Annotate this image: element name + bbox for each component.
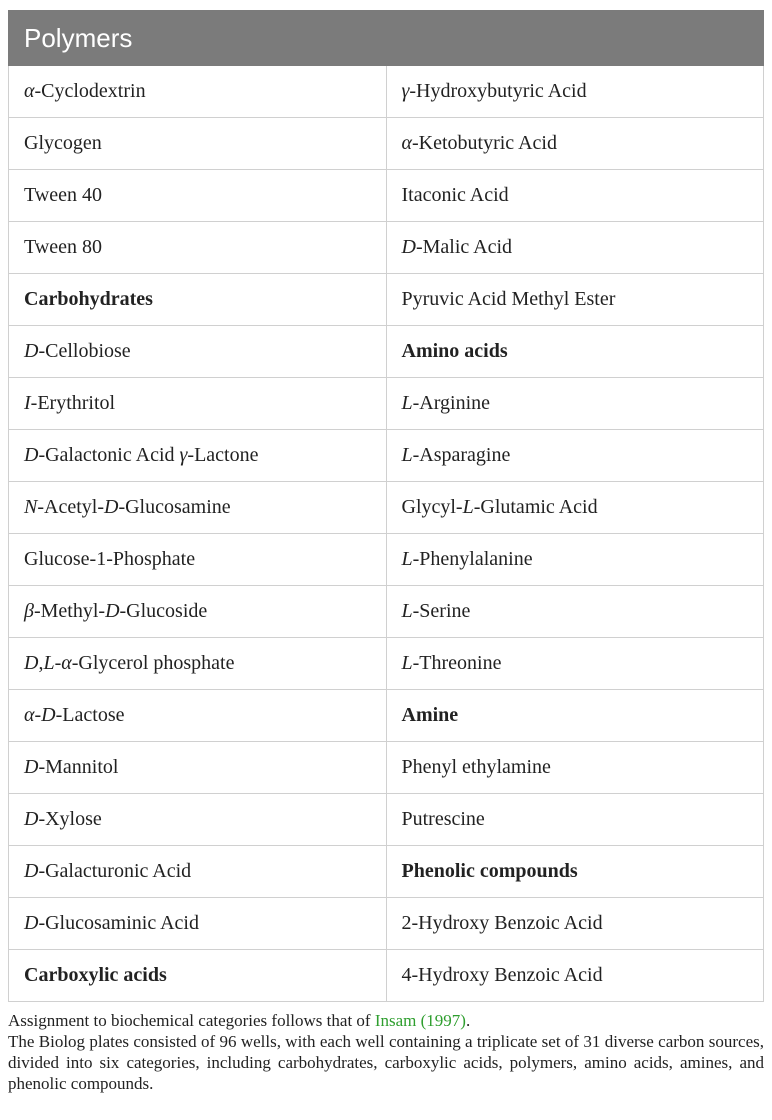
italic-prefix-text: L: [401, 444, 413, 466]
carbon-source-table-container: [8, 10, 764, 1002]
italic-prefix-text: D: [24, 340, 39, 362]
footnote-1-suffix: .: [465, 1011, 471, 1030]
cell-text: ,: [38, 652, 44, 674]
cell-text: -Cyclodextrin: [34, 80, 146, 102]
carbon-source-cell: [386, 638, 764, 690]
cell-text: -Glucosamine: [118, 496, 231, 518]
table-header-polymers: Polymers: [9, 11, 764, 66]
table-row: [9, 950, 764, 1002]
carbon-source-cell: [9, 898, 387, 950]
cell-text: -Cellobiose: [38, 340, 131, 362]
cell-text: 2-Hydroxy Benzoic Acid: [401, 912, 603, 934]
cell-text: Itaconic Acid: [401, 184, 509, 206]
table-row: [9, 638, 764, 690]
cell-text: -Methyl-: [33, 600, 106, 622]
italic-prefix-text: D: [105, 600, 120, 622]
carbon-source-cell: [386, 586, 764, 638]
italic-prefix-text: γ: [401, 80, 410, 102]
carbon-source-cell: [9, 222, 387, 274]
italic-prefix-text: D: [24, 912, 39, 934]
italic-prefix-text: D: [24, 756, 39, 778]
italic-prefix-text: L: [401, 392, 413, 414]
carbon-source-cell: [386, 118, 764, 170]
cell-text: -Threonine: [412, 652, 502, 674]
italic-prefix-text: L: [43, 652, 55, 674]
cell-text: -Glucoside: [119, 600, 208, 622]
italic-prefix-text: α: [61, 652, 72, 674]
cell-text: Amine: [401, 704, 459, 726]
table-footnotes: [8, 1010, 764, 1094]
carbon-source-cell: [386, 742, 764, 794]
cell-text: -: [34, 704, 42, 726]
cell-text: -Arginine: [412, 392, 491, 414]
table-row: [9, 378, 764, 430]
cell-text: Tween 40: [24, 184, 103, 206]
cell-text: Putrescine: [401, 808, 485, 830]
table-header-row: [9, 11, 764, 66]
carbon-source-cell: [9, 742, 387, 794]
carbon-source-cell: [386, 534, 764, 586]
italic-prefix-text: D: [24, 808, 39, 830]
carbon-source-cell: [386, 482, 764, 534]
carbon-source-cell: [9, 378, 387, 430]
carbon-source-cell: [386, 274, 764, 326]
carbon-source-cell: [9, 794, 387, 846]
cell-text: -Galactonic Acid: [38, 444, 180, 466]
cell-text: -Glucosaminic Acid: [38, 912, 199, 934]
carbon-source-cell: [9, 534, 387, 586]
italic-prefix-text: α: [401, 132, 412, 154]
cell-text: Glycogen: [24, 132, 102, 154]
carbon-source-cell: [9, 482, 387, 534]
cell-text: -Erythritol: [30, 392, 116, 414]
italic-prefix-text: L: [401, 652, 413, 674]
table-row: [9, 482, 764, 534]
table-row: [9, 66, 764, 118]
italic-prefix-text: N: [24, 496, 38, 518]
cell-text: -Lactose: [55, 704, 125, 726]
carbon-source-cell: [9, 638, 387, 690]
cell-text: -: [54, 652, 62, 674]
italic-prefix-text: D: [401, 236, 416, 258]
cell-text: Glycyl-: [401, 496, 463, 518]
cell-text: -Mannitol: [38, 756, 119, 778]
cell-text: -Hydroxybutyric Acid: [409, 80, 587, 102]
cell-text: Amino acids: [401, 340, 508, 362]
carbon-source-table: [8, 10, 764, 1002]
table-row: [9, 690, 764, 742]
table-row: [9, 326, 764, 378]
carbon-source-cell: [9, 690, 387, 742]
cell-text: -Xylose: [38, 808, 102, 830]
category-heading-cell: [9, 274, 387, 326]
footnote-category-assignment: [8, 1010, 764, 1031]
italic-prefix-text: I: [24, 392, 31, 414]
cell-text: Tween 80: [24, 236, 103, 258]
carbon-source-cell: [9, 586, 387, 638]
cell-text: Phenolic compounds: [401, 860, 578, 882]
carbon-source-cell: [386, 950, 764, 1002]
category-heading-cell: [386, 846, 764, 898]
cell-text: -Phenylalanine: [412, 548, 533, 570]
italic-prefix-text: D: [103, 496, 119, 518]
table-row: [9, 534, 764, 586]
italic-prefix-text: L: [401, 548, 413, 570]
italic-prefix-text: D: [24, 860, 39, 882]
cell-text: -Serine: [412, 600, 471, 622]
carbon-source-cell: [386, 430, 764, 482]
category-heading-cell: [386, 326, 764, 378]
table-body: [9, 66, 764, 1002]
italic-prefix-text: D: [24, 652, 39, 674]
footnote-1-prefix: Assignment to biochemical categories follows that of: [8, 1011, 375, 1030]
cell-text: -Galacturonic Acid: [38, 860, 192, 882]
carbon-source-cell: [9, 430, 387, 482]
cell-text: -Glycerol phosphate: [71, 652, 235, 674]
cell-text: -Asparagine: [412, 444, 511, 466]
footnote-biolog-plates: The Biolog plates consisted of 96 wells, with each well containing a triplicate set of 31 diverse carbon sources, divided into six categories, including carbohydrates, carboxylic acids, polymers, amino acids, amines, and phenolic compounds.: [8, 1032, 764, 1093]
table-row: [9, 742, 764, 794]
cell-text: Pyruvic Acid Methyl Ester: [401, 288, 616, 310]
carbon-source-cell: [9, 846, 387, 898]
carbon-source-cell: [386, 66, 764, 118]
table-row: [9, 430, 764, 482]
italic-prefix-text: α: [24, 704, 35, 726]
table-row: [9, 898, 764, 950]
table-row: [9, 586, 764, 638]
italic-prefix-text: D: [24, 444, 39, 466]
italic-prefix-text: D: [41, 704, 56, 726]
carbon-source-cell: [386, 222, 764, 274]
cell-text: Glucose-1-Phosphate: [24, 548, 196, 570]
table-row: [9, 794, 764, 846]
cell-text: -Glutamic Acid: [473, 496, 598, 518]
carbon-source-cell: [386, 170, 764, 222]
table-row: [9, 170, 764, 222]
carbon-source-cell: [386, 898, 764, 950]
cell-text: Carbohydrates: [24, 288, 153, 310]
carbon-source-cell: [386, 378, 764, 430]
carbon-source-cell: [9, 326, 387, 378]
cell-text: -Ketobutyric Acid: [412, 132, 557, 154]
cell-text: 4-Hydroxy Benzoic Acid: [401, 964, 603, 986]
carbon-source-cell: [9, 66, 387, 118]
category-heading-cell: [9, 950, 387, 1002]
table-row: [9, 846, 764, 898]
cell-text: Phenyl ethylamine: [401, 756, 551, 778]
cell-text: -Lactone: [187, 444, 259, 466]
cell-text: -Acetyl-: [37, 496, 104, 518]
carbon-source-cell: [9, 118, 387, 170]
italic-prefix-text: L: [401, 600, 413, 622]
carbon-source-cell: [386, 794, 764, 846]
table-row: [9, 274, 764, 326]
italic-prefix-text: γ: [179, 444, 188, 466]
italic-prefix-text: α: [24, 80, 35, 102]
table-row: [9, 118, 764, 170]
italic-prefix-text: L: [462, 496, 474, 518]
table-row: [9, 222, 764, 274]
italic-prefix-text: β: [24, 600, 34, 622]
insam-1997-reference-link[interactable]: Insam (1997): [374, 1011, 466, 1030]
cell-text: -Malic Acid: [415, 236, 513, 258]
category-heading-cell: [386, 690, 764, 742]
cell-text: Carboxylic acids: [24, 964, 167, 986]
carbon-source-cell: [9, 170, 387, 222]
